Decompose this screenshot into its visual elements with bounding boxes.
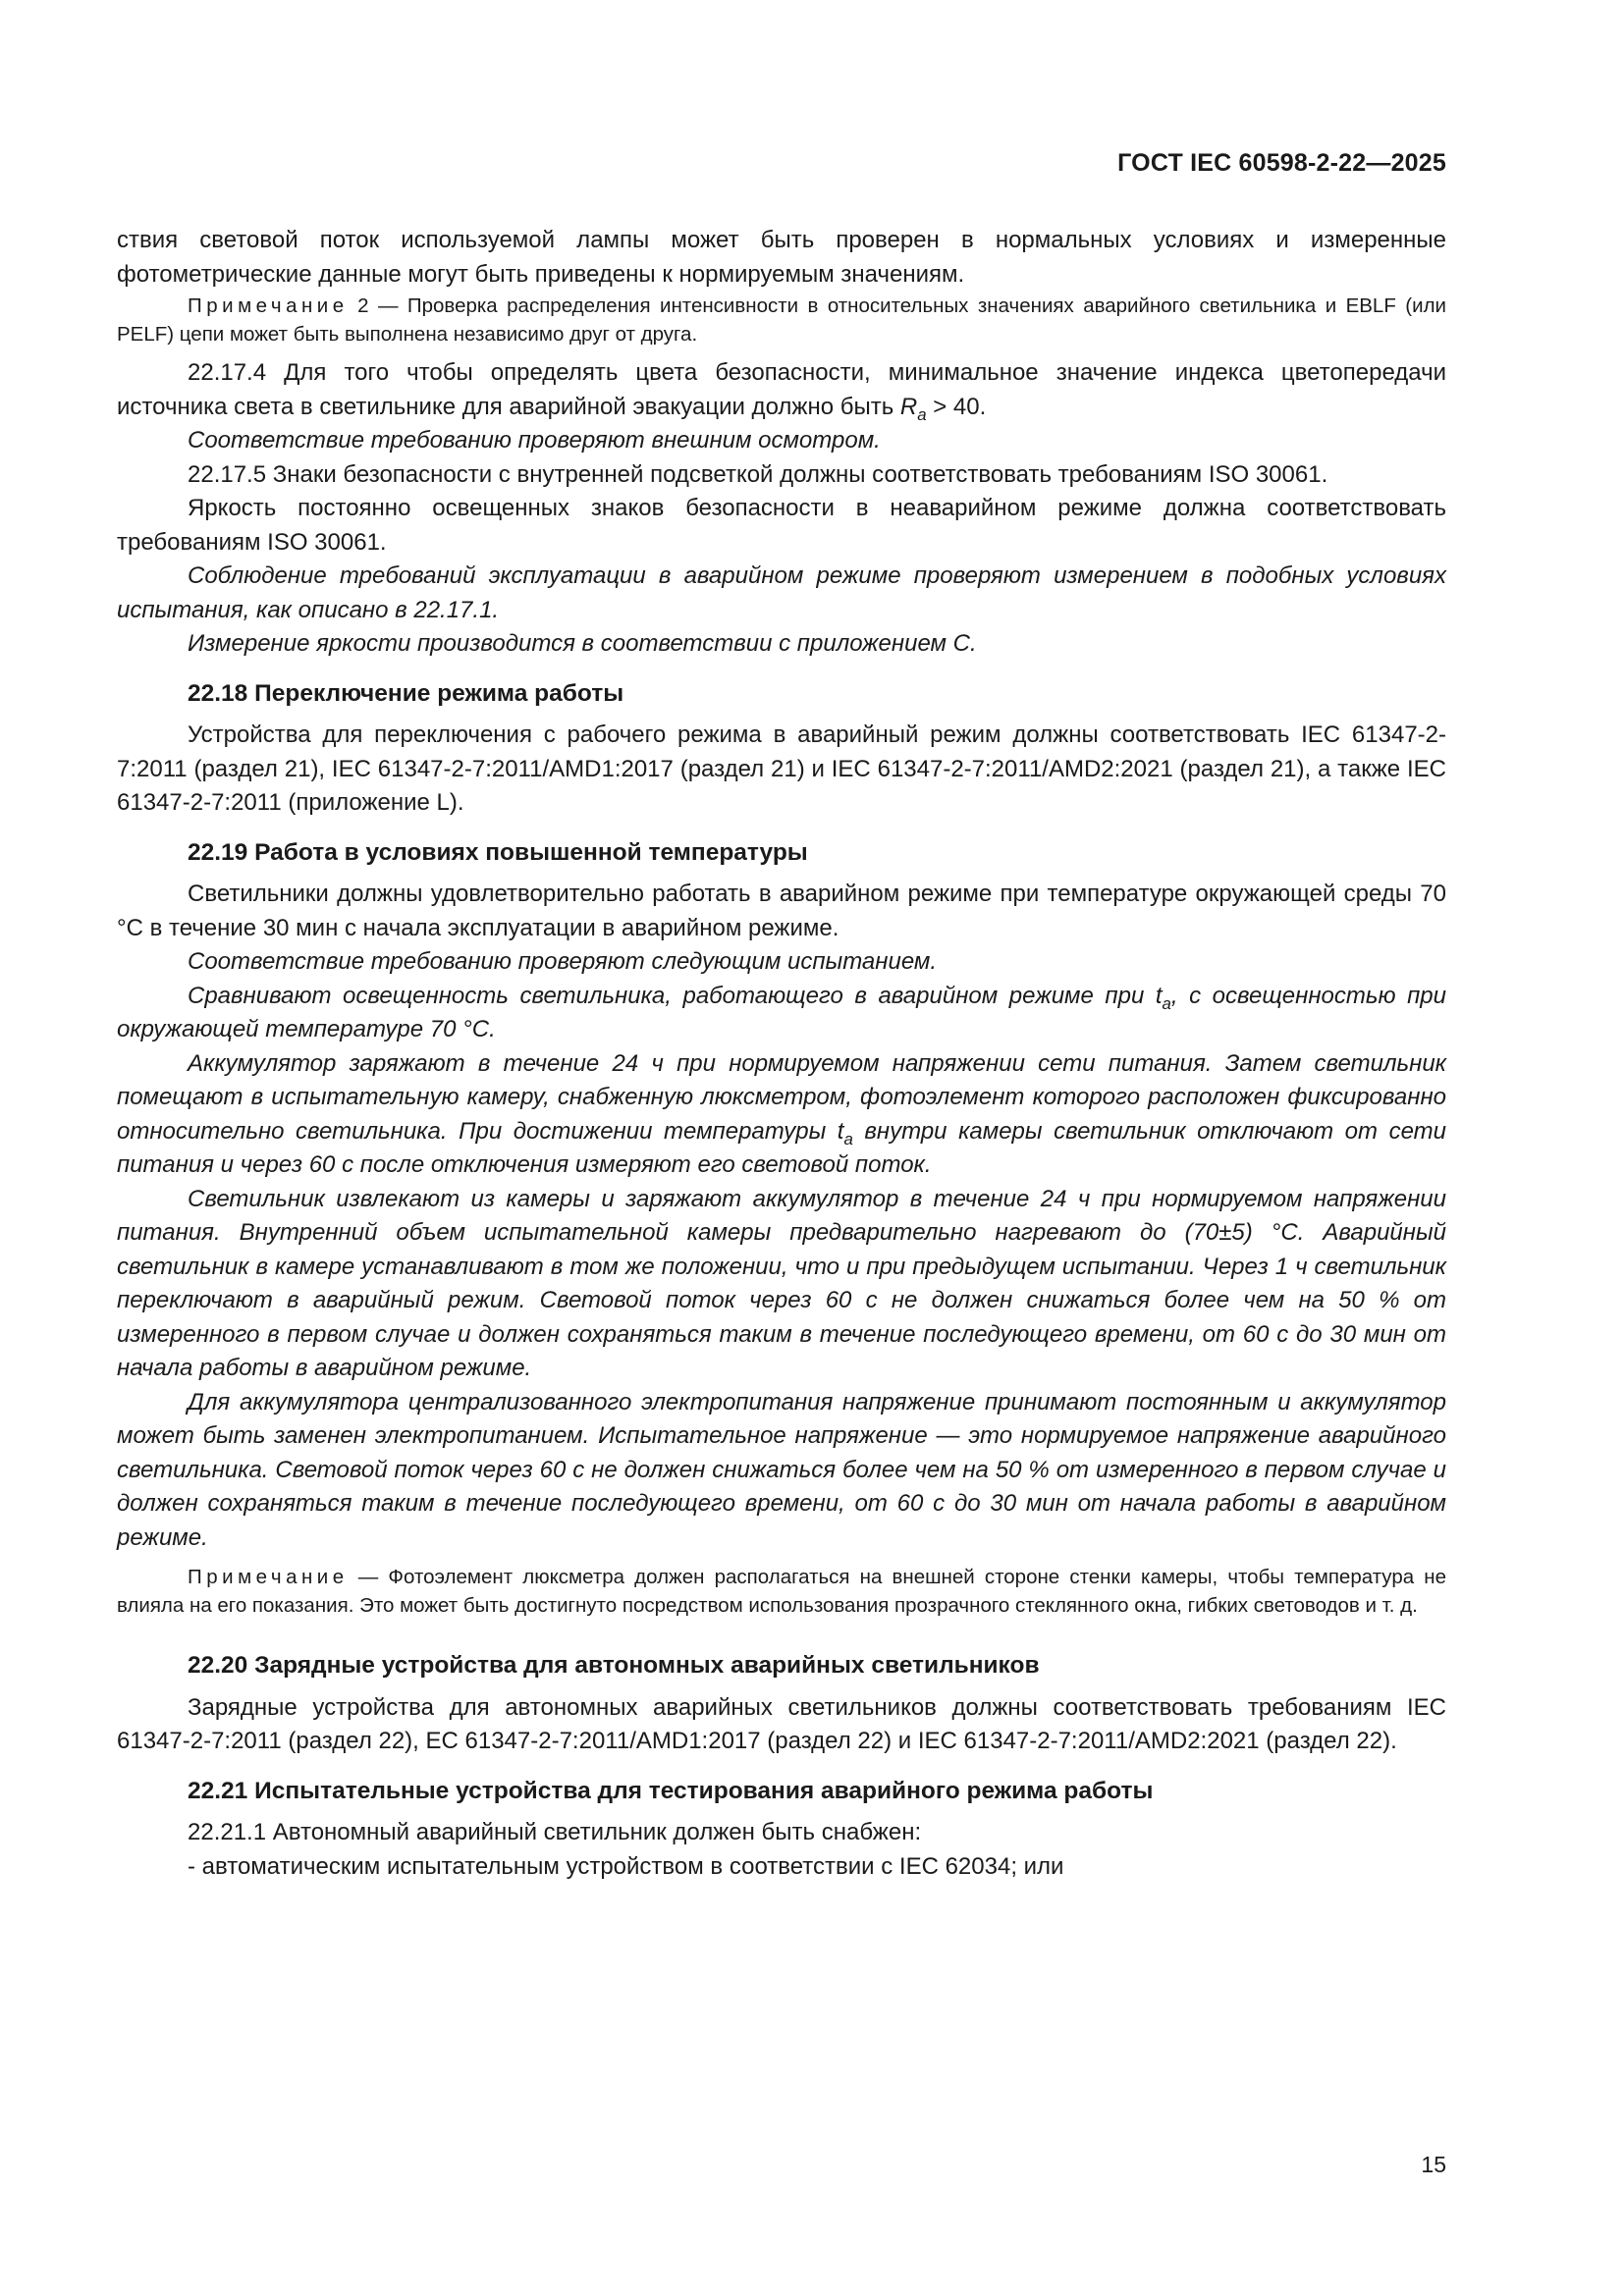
heading-22-21: 22.21 Испытательные устройства для тестирования аварийного режима работы — [188, 1777, 1154, 1804]
heading-22-18: 22.18 Переключение режима работы — [188, 679, 624, 707]
clause-22-19-a: Светильники должны удовлетворительно работать в аварийном режиме при температуре окружающей среды 70 °С в течение 30 мин с начала эксплуатации в аварийном режиме. — [117, 881, 1446, 941]
note-3-text: — Фотоэлемент люксметра должен располагаться на внешней стороне стенки камеры, чтобы температура не влияла на его показания. Это может быть достигнуто посредством использования прозрачного стеклянного окна, гибких световодов и т. д. — [117, 1566, 1446, 1617]
note-3 — [117, 1563, 1446, 1620]
heading-22-20: 22.20 Зарядные устройства для автономных аварийных светильников — [188, 1652, 1040, 1679]
clause-22-17-4-check: Соответствие требованию проверяют внешним осмотром. — [188, 427, 881, 454]
document-body — [117, 224, 1446, 1884]
document-id-header: ГОСТ IEC 60598-2-22—2025 — [1117, 149, 1446, 177]
clause-22-19-d: Аккумулятор заряжают в течение 24 ч при нормируемом напряжении сети питания. Затем светильник помещают в испытательную камеру, снабженную люксметром, фотоэлемент которого расположен фиксированно относительно светильника. При достижении температуры $t_a$ внутри камеры светильник отключают от сети питания и через 60 с после отключения измеряют его световой поток. — [117, 1049, 1446, 1178]
brightness-paragraph: Яркость постоянно освещенных знаков безопасности в неаварийном режиме должна соответствовать требованиям ISO 30061. — [117, 495, 1446, 556]
note-2-text: 2 — Проверка распределения интенсивности в относительных значениях аварийного светильника и EBLF (или PELF) цепи может быть выполнена независимо друг от друга. — [117, 294, 1446, 346]
heading-22-19: 22.19 Работа в условиях повышенной температуры — [188, 838, 808, 866]
clause-22-20: Зарядные устройства для автономных аварийных светильников должны соответствовать требованиям IEC 61347-2-7:2011 (раздел 22), ЕС 61347-2-7:2011/AMD1:2017 (раздел 22) и IEC 61347-2-7:2011/AMD2:2021 (раздел 22). — [117, 1693, 1446, 1754]
clause-22-21-1: 22.21.1 Автономный аварийный светильник должен быть снабжен: — [188, 1819, 922, 1845]
note-3-label: Примечание — [188, 1566, 349, 1588]
clause-22-19-b: Соответствие требованию проверяют следующим испытанием. — [188, 948, 938, 975]
clause-22-17-4: 22.17.4 Для того чтобы определять цвета безопасности, минимальное значение индекса цветопередачи источника света в светильнике для аварийной эвакуации должно быть $R_a > 40$. — [117, 359, 1446, 424]
page-number: 15 — [1421, 2152, 1446, 2177]
compliance-paragraph: Соблюдение требований эксплуатации в аварийном режиме проверяют измерением в подобных условиях испытания, как описано в 22.17.1. — [117, 562, 1446, 623]
note-2-label: Примечание — [188, 294, 349, 317]
clause-22-19-f: Для аккумулятора централизованного электропитания напряжение принимают постоянным и аккумулятор может быть заменен электропитанием. Испытательное напряжение — это нормируемое напряжение аварийного светильника. Световой поток через 60 с не должен снижаться более чем на 50 % от измеренного в первом случае и должен сохраняться таким в течение последующего времени, от 60 с до 30 мин от начала работы в аварийном режиме. — [117, 1388, 1446, 1551]
clause-22-21-1-item: - автоматическим испытательным устройством в соответствии с IEC 62034; или — [188, 1852, 1064, 1880]
measurement-paragraph: Измерение яркости производится в соответствии с приложением С. — [188, 630, 977, 657]
document-page — [117, 0, 1446, 2296]
clause-22-19-c: Сравнивают освещенность светильника, работающего в аварийном режиме при $t_a$, с освещенностью при окружающей температуре 70 °С. — [117, 982, 1446, 1042]
clause-22-18: Устройства для переключения с рабочего режима в аварийный режим должны соответствовать IEC 61347-2-7:2011 (раздел 21), IEC 61347-2-7:2011/AMD1:2017 (раздел 21) и IEC 61347-2-7:2011/AMD2:2021 (раздел 21), а также IEC 61347-2-7:2011 (приложение L). — [117, 721, 1446, 816]
continued-paragraph: ствия световой поток используемой лампы может быть проверен в нормальных условиях и измеренные фотометрические данные могут быть приведены к нормируемым значениям. — [117, 227, 1446, 288]
note-2 — [117, 292, 1446, 348]
clause-22-19-e: Светильник извлекают из камеры и заряжают аккумулятор в течение 24 ч при нормируемом напряжении питания. Внутренний объем испытательной камеры предварительно нагревают до (70±5) °С. Аварийный светильник в камере устанавливают в том же положении, что и при предыдущем испытании. Через 1 ч светильник переключают в аварийный режим. Световой поток через 60 с не должен снижаться более чем на 50 % от измеренного в первом случае и должен сохраняться таким в течение последующего времени, от 60 с до 30 мин от начала работы в аварийном режиме. — [117, 1185, 1446, 1381]
clause-22-17-5: 22.17.5 Знаки безопасности с внутренней подсветкой должны соответствовать требованиям ISO 30061. — [188, 460, 1328, 488]
